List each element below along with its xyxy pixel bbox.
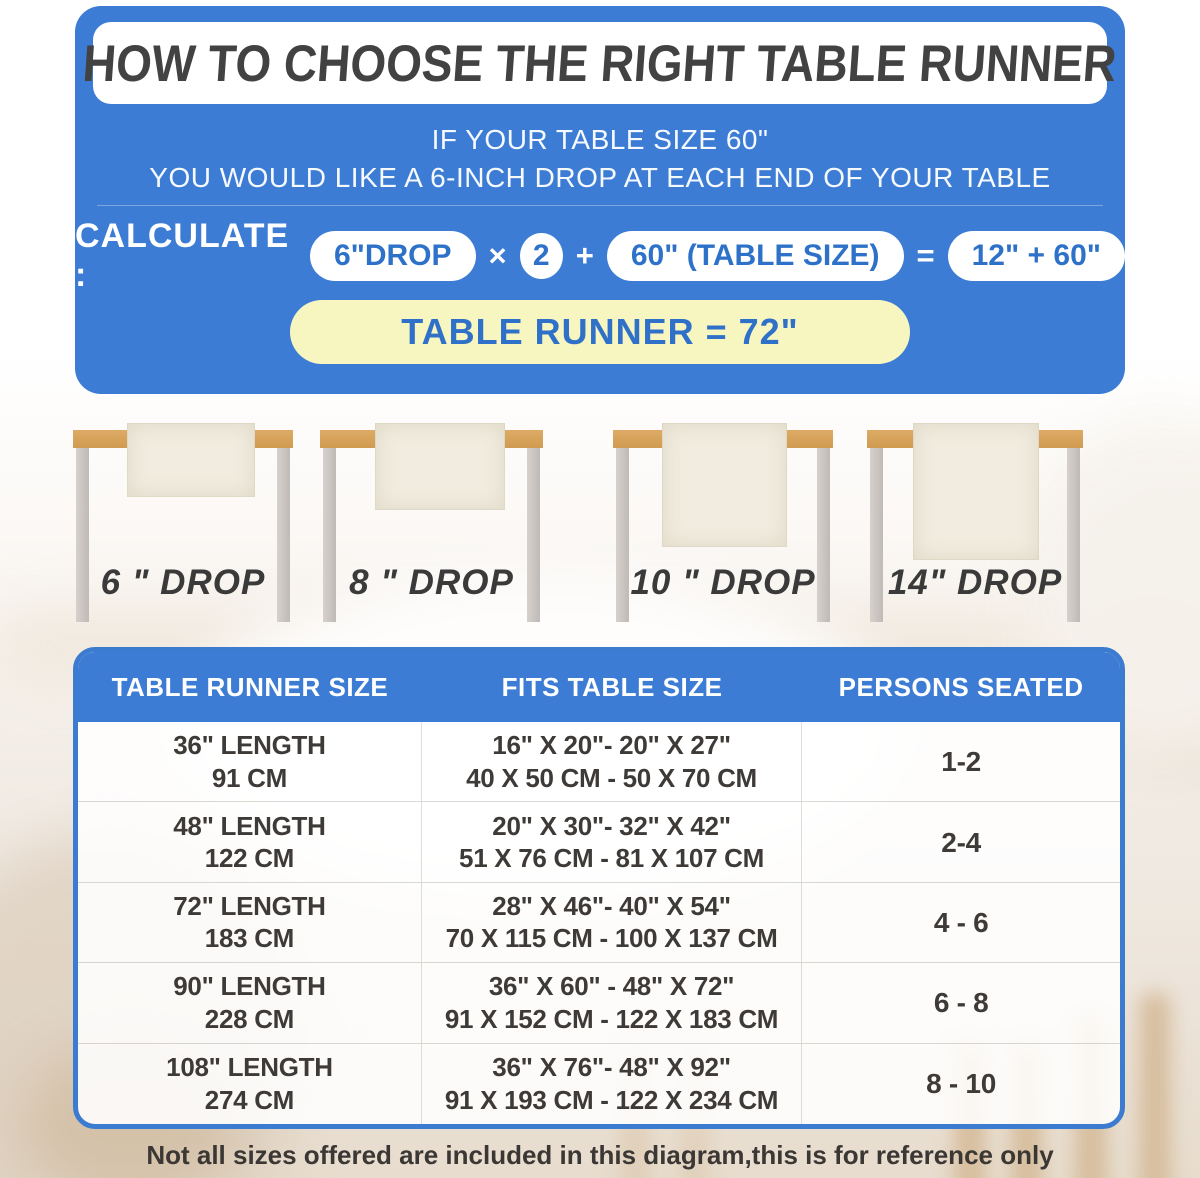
- subtitle-line-2: YOU WOULD LIKE A 6-INCH DROP AT EACH END OF YOUR TABLE: [149, 162, 1051, 193]
- fits-size-cm: 40 X 50 CM - 50 X 70 CM: [466, 762, 757, 793]
- fits-size-inches: 36" X 60" - 48" X 72": [488, 971, 735, 1002]
- calculation-row: [75, 217, 1125, 294]
- column-header-runner-size: TABLE RUNNER SIZE: [111, 671, 389, 702]
- runner-size-inches: 90" LENGTH: [173, 971, 326, 1002]
- drop-label: 6 " DROP: [100, 563, 266, 602]
- drop-label: 10 " DROP: [630, 563, 816, 602]
- multiplier-circle: 2: [520, 233, 563, 279]
- calculate-label: CALCULATE :: [75, 217, 290, 294]
- runner-size-cm: 274 CM: [204, 1084, 295, 1115]
- runner-size-inches: 72" LENGTH: [173, 890, 326, 921]
- sizing-table-header-row: [78, 652, 1120, 722]
- runner-size-cell: [78, 963, 422, 1042]
- fits-size-cell: [422, 802, 802, 881]
- persons-seated-cell: 4 - 6: [933, 906, 989, 938]
- table-runner-total-pill: TABLE RUNNER = 72": [290, 300, 910, 364]
- column-header-fits-table-size: FITS TABLE SIZE: [501, 671, 723, 702]
- sizing-table-body: [78, 722, 1120, 1124]
- title-banner: [81, 22, 1119, 104]
- runner-size-inches: 36" LENGTH: [173, 730, 326, 761]
- fits-size-cell: [422, 1044, 802, 1124]
- subtitle-line-1: IF YOUR TABLE SIZE 60": [431, 124, 769, 155]
- table-runner-illustration: [127, 423, 255, 497]
- table-row: [78, 722, 1120, 802]
- equals-operator: =: [916, 238, 935, 273]
- table-row: [78, 802, 1120, 882]
- runner-size-cm: 91 CM: [211, 762, 287, 793]
- divider-line: [97, 205, 1103, 206]
- table-figure-8in-drop: [320, 423, 543, 640]
- drop-pill: 6"DROP: [310, 231, 476, 281]
- drop-label: 14" DROP: [887, 563, 1063, 602]
- header-panel: [75, 6, 1125, 394]
- persons-seated-cell: 6 - 8: [933, 987, 989, 1019]
- table-figure-6in-drop: [73, 423, 293, 640]
- drop-label: 8 " DROP: [349, 563, 514, 602]
- runner-size-cm: 228 CM: [204, 1003, 295, 1034]
- reference-disclaimer: Not all sizes offered are included in this diagram,this is for reference only: [146, 1140, 1054, 1170]
- runner-size-cell: [78, 722, 422, 801]
- runner-size-inches: 48" LENGTH: [173, 810, 326, 841]
- fits-size-cm: 91 X 193 CM - 122 X 234 CM: [444, 1084, 779, 1115]
- table-runner-illustration: [375, 423, 505, 510]
- table-row: [78, 883, 1120, 963]
- table-figure-14in-drop: [867, 423, 1083, 640]
- table-runner-illustration: [662, 423, 787, 547]
- table-row: [78, 1044, 1120, 1124]
- fits-size-cm: 70 X 115 CM - 100 X 137 CM: [445, 923, 778, 954]
- runner-size-inches: 108" LENGTH: [166, 1052, 333, 1083]
- fits-size-cell: [422, 722, 802, 801]
- fits-size-cm: 51 X 76 CM - 81 X 107 CM: [459, 843, 764, 874]
- persons-seated-cell: 2-4: [941, 826, 981, 858]
- page-title: HOW TO CHOOSE THE RIGHT TABLE RUNNER: [81, 33, 1119, 93]
- table-size-pill: 60" (TABLE SIZE): [607, 231, 904, 281]
- fits-size-cell: [422, 963, 802, 1042]
- runner-size-cm: 183 CM: [204, 923, 295, 954]
- result-pill: 12" + 60": [948, 231, 1125, 281]
- runner-size-cell: [78, 1044, 422, 1124]
- fits-size-inches: 28" X 46"- 40" X 54": [492, 890, 731, 921]
- fits-size-inches: 16" X 20"- 20" X 27": [492, 730, 731, 761]
- persons-seated-cell: 1-2: [941, 746, 981, 778]
- runner-size-cell: [78, 802, 422, 881]
- fits-size-cm: 91 X 152 CM - 122 X 183 CM: [444, 1003, 779, 1034]
- persons-seated-cell: 8 - 10: [926, 1068, 996, 1100]
- times-operator: ×: [488, 238, 507, 273]
- plus-operator: +: [575, 238, 594, 273]
- table-row: [78, 963, 1120, 1043]
- fits-size-inches: 36" X 76"- 48" X 92": [492, 1052, 731, 1083]
- runner-size-cm: 122 CM: [204, 843, 295, 874]
- table-figure-10in-drop: [613, 423, 833, 640]
- fits-size-cell: [422, 883, 802, 962]
- table-runner-illustration: [913, 423, 1039, 560]
- fits-size-inches: 20" X 30"- 32" X 42": [492, 810, 731, 841]
- sizing-table-panel: [73, 647, 1125, 1129]
- runner-size-cell: [78, 883, 422, 962]
- column-header-persons-seated: PERSONS SEATED: [838, 671, 1084, 702]
